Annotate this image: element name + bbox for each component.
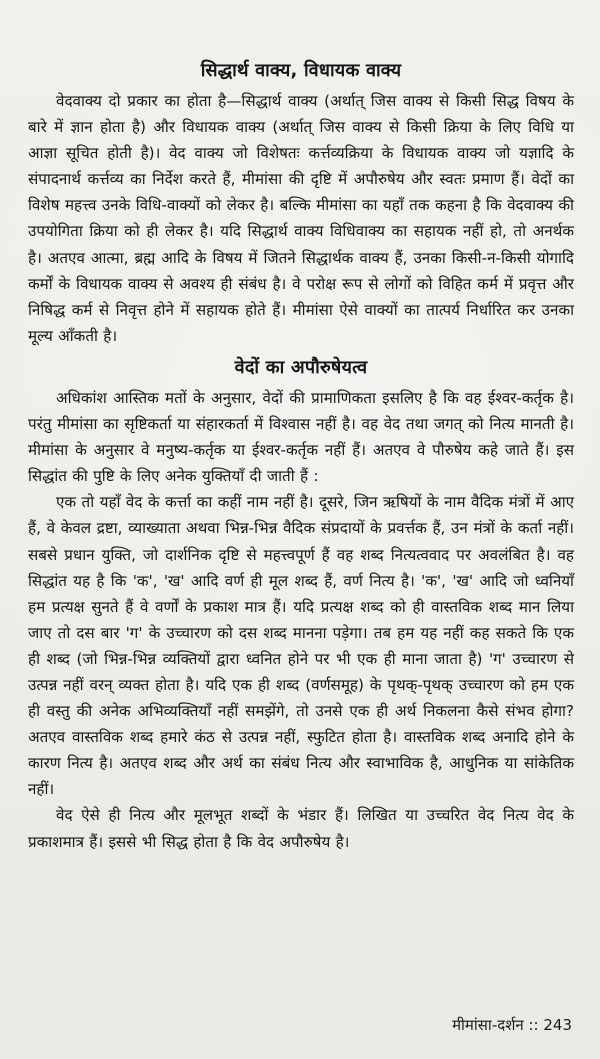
paragraph-siddhartha: वेदवाक्य दो प्रकार का होता है—सिद्धार्थ वाक्य (अर्थात् जिस वाक्य से किसी सिद्ध विषय के बारे में ज्ञान होता है) और विधायक वाक्य (अर्थात् जिस वाक्य से किसी क्रिया के लिए विधि या आज्ञा सूचित होती है)। वेद वाक्य जो विशेषतः कर्त्तव्यक्रिया के विधायक वाक्य जो यज्ञादि के संपादनार्थ कर्त्तव्य का निर्देश करते हैं, मीमांसा की दृष्टि में अपौरुषेय और स्वतः प्रमाण हैं। वेदों का विशेष महत्त्व उनके विधि-वाक्यों को लेकर है। बल्कि मीमांसा का यहाँ तक कहना है कि वेदवाक्य की उपयोगिता क्रिया को ही लेकर है। यदि सिद्धार्थ वाक्य विधिवाक्य का सहायक नहीं हो, तो अनर्थक है। अतएव आत्मा, ब्रह्म आदि के विषय में जितने सिद्धार्थक वाक्य हैं, उनका किसी-न-किसी योगादि कर्मों के विधायक वाक्य से अवश्य ही संबंध है। वे परोक्ष रूप से लोगों को विहित कर्म में प्रवृत्त और निषिद्ध कर्म से निवृत्त होने में सहायक होते हैं। मीमांसा ऐसे वाक्यों का तात्पर्य निर्धारित कर उनका मूल्य आँकती है। — [28, 92, 574, 345]
paragraph-intro: अधिकांश आस्तिक मतों के अनुसार, वेदों की प्रामाणिकता इसलिए है कि वह ईश्वर-कर्तृक है। परंतु मीमांसा का सृष्टिकर्ता या संहारकर्ता में विश्वास नहीं है। वह वेद तथा जगत् को नित्य मानती है। मीमांसा के अनुसार वे मनुष्य-कर्तृक या ईश्वर-कर्तृक नहीं हैं। अतएव वे पौरुषेय कहे जाते हैं। इस सिद्धांत की पुष्टि के लिए अनेक युक्तियाँ दी जाती हैं : — [28, 388, 574, 486]
section-heading-siddhartha: सिद्धार्थ वाक्य, विधायक वाक्य — [200, 60, 402, 81]
paragraph-arguments: एक तो यहाँ वेद के कर्त्ता का कहीं नाम नहीं है। दूसरे, जिन ऋषियों के नाम वैदिक मंत्रों में आए हैं, वे केवल द्रष्टा, व्याख्याता अथवा भिन्न-भिन्न वैदिक संप्रदायों के प्रवर्त्तक हैं, उन मंत्रों के कर्ता नहीं। सबसे प्रधान युक्ति, जो दार्शनिक दृष्टि से महत्त्वपूर्ण हैं वह शब्द नित्यत्ववाद पर अवलंबित है। वह सिद्धांत यह है कि 'क', 'ख' आदि वर्ण ही मूल शब्द हैं, वर्ण नित्य है। 'क', 'ख' आदि जो ध्वनियाँ हम प्रत्यक्ष सुनते हैं वे वर्णों के प्रकाश मात्र हैं। यदि प्रत्यक्ष शब्द को ही वास्तविक शब्द मान लिया जाए तो दस बार 'ग' के उच्चारण को दस शब्द मानना पड़ेगा। तब हम यह नहीं कह सकते कि एक ही शब्द (जो भिन्न-भिन्न व्यक्तियों द्वारा ध्वनित होने पर भी एक ही माना जाता है) 'ग' उच्चारण से उत्पन्न नहीं वरन् व्यक्त होता है। यदि एक ही शब्द (वर्णसमूह) के पृथक्-पृथक् उच्चारण को हम एक ही वस्तु की अनेक अभिव्यक्तियाँ नहीं समझेंगे, तो उनसे एक ही अर्थ निकलना कैसे संभव होगा? अतएव वास्तविक शब्द हमारे कंठ से उत्पन्न नहीं, स्फुटित होता है। वास्तविक शब्द अनादि होने के कारण नित्य है। अतएव शब्द और अर्थ का संबंध नित्य और स्वाभाविक है, आधुनिक या सांकेतिक नहीं। — [28, 493, 574, 799]
page-footer: मीमांसा-दर्शन :: 243 — [452, 1016, 572, 1034]
section-heading-apaurusheyatva: वेदों का अपौरुषेयत्व — [234, 356, 368, 378]
paragraph-conclusion: वेद ऐसे ही नित्य और मूलभूत शब्दों के भंडार हैं। लिखित या उच्चरित वेद नित्य वेद के प्रकाशमात्र हैं। इससे भी सिद्ध होता है कि वेद अपौरुषेय है। — [28, 806, 574, 851]
